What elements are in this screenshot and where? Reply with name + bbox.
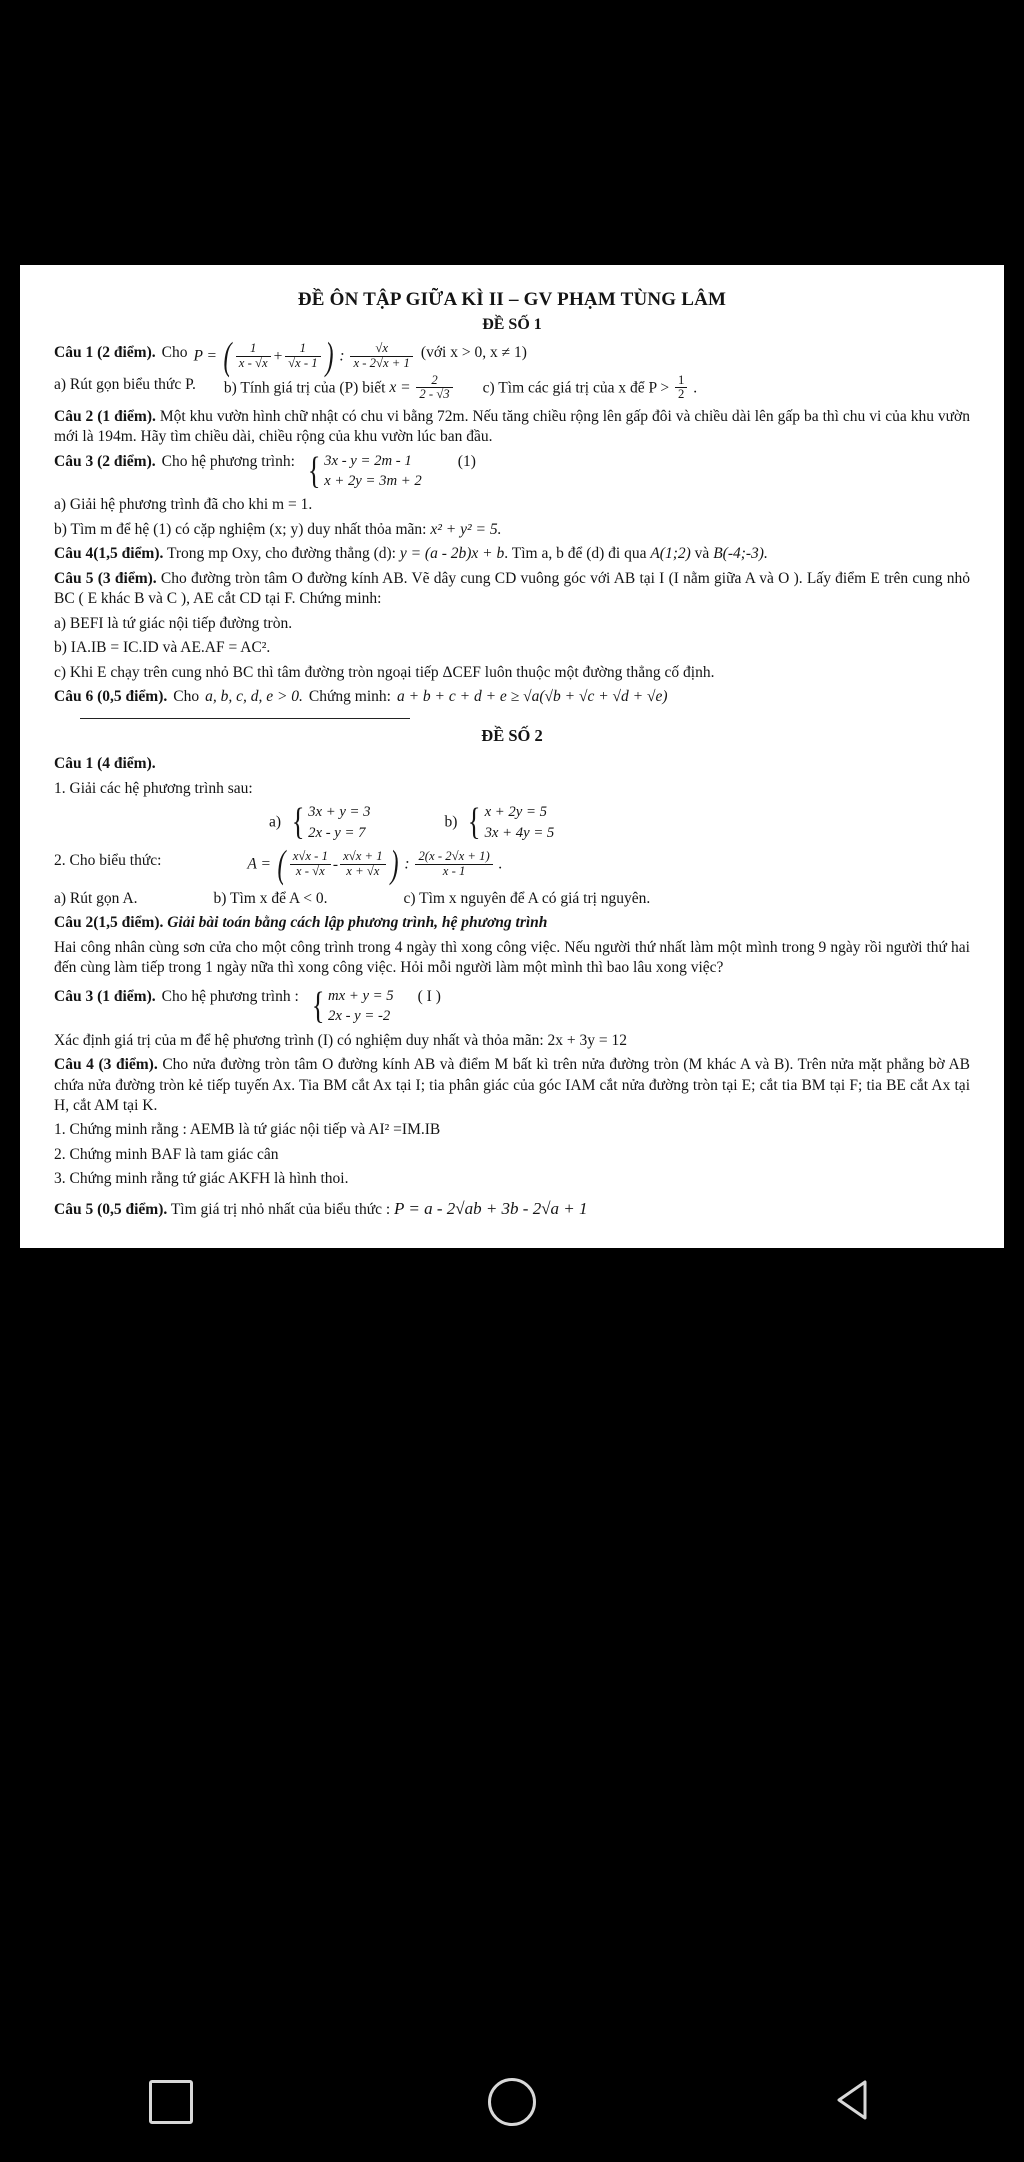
- de2-cau2-italic: Giải bài toán bằng cách lập phương trình, hệ phương trình: [167, 914, 548, 932]
- de1-cau4-text: Trong mp Oxy, cho đường thẳng (d):: [166, 545, 396, 563]
- fraction-c: $\frac{1}{2}$: [675, 374, 687, 402]
- de2-sys-a-eq1: 3x + y = 3: [308, 804, 371, 821]
- back-button[interactable]: [793, 2042, 913, 2162]
- de1-cau4-label: Câu 4(1,5 điểm).: [54, 545, 164, 563]
- de2-cau3-text: Cho hệ phương trình :: [161, 987, 299, 1005]
- de1-cau5: [54, 569, 970, 610]
- android-navigation-bar: [0, 2042, 1024, 2162]
- de1-cau5-c: c) Khi E chạy trên cung nhỏ BC thì tâm đường tròn ngoại tiếp ΔCEF luôn thuộc một đường thẳng cố định.: [54, 663, 715, 681]
- fraction-1: $\frac{1}{x - √x}$: [236, 342, 271, 370]
- brace-icon: {: [307, 449, 321, 492]
- de1-cau4-and: và: [694, 545, 710, 563]
- fraction-2: $\frac{1}{√x - 1}$: [285, 342, 321, 370]
- de2-cau4-2: 2. Chứng minh BAF là tam giác cân: [54, 1145, 279, 1163]
- brace-icon: {: [291, 801, 305, 844]
- de1-cau3-b-eq: x² + y² = 5.: [430, 520, 502, 538]
- de2-sys-a-eq2: 2x - y = 7: [308, 824, 366, 841]
- fraction-3: $\frac{√x}{x - 2√x + 1}$: [350, 342, 412, 370]
- section-divider: [80, 718, 410, 719]
- de1-cau5-a: a) BEFI là tứ giác nội tiếp đường tròn.: [54, 614, 293, 632]
- de2-cau1-label: Câu 1 (4 điểm).: [54, 755, 156, 773]
- de1-cau3-eq2: x + 2y = 3m + 2: [324, 473, 422, 490]
- de2-cau3: [54, 984, 970, 1027]
- page-title: ĐỀ ÔN TẬP GIỮA KÌ II – GV PHẠM TÙNG LÂM: [297, 289, 727, 310]
- de2-sys-a: a) { 3x + y = 3 2x - y = 7: [269, 801, 371, 844]
- de1-cau1-condition: (với x > 0, x ≠ 1): [420, 344, 527, 362]
- paren-right: ): [390, 843, 399, 887]
- de2-cau2-label: Câu 2(1,5 điểm).: [54, 914, 164, 932]
- de1-cau1-c: c) Tìm các giá trị của x để P > $\frac{1}{2}$ .: [482, 373, 698, 402]
- de2-item2-subparts: [54, 889, 970, 909]
- back-triangle-icon: [833, 2078, 873, 2127]
- de2-cau5: [54, 1198, 970, 1220]
- de2-sys-b: b) { x + 2y = 5 3x + 4y = 5: [444, 801, 555, 844]
- de-so-1-heading: ĐỀ SỐ 1: [482, 316, 542, 334]
- de2-cau4: [54, 1055, 970, 1116]
- de1-cau3-b: b) Tìm m để hệ (1) có cặp nghiệm (x; y) duy nhất thỏa mãn: x² + y² = 5.: [54, 520, 502, 538]
- de2-cau3-tag: ( I ): [417, 987, 441, 1005]
- de1-cau1-text: Cho: [161, 344, 188, 362]
- de2-cau4-label: Câu 4 (3 điểm).: [54, 1056, 158, 1074]
- de1-cau1-label: Câu 1 (2 điểm).: [54, 344, 156, 362]
- de1-cau2-text: Một khu vườn hình chữ nhật có chu vi bằng 72m. Nếu tăng chiều rộng lên gấp đôi và chiều dài lên gấp ba thì chu vi của khu vườn mới là 194m. Hãy tìm chiều dài, chiều rộng của khu vườn lúc ban đầu.: [54, 407, 971, 446]
- de1-cau4-text2: . Tìm a, b để (d) đi qua: [504, 545, 647, 563]
- de1-cau6-label: Câu 6 (0,5 điểm).: [54, 688, 168, 706]
- de2-cau5-eq: P = a - 2√ab + 3b - 2√a + 1: [394, 1198, 588, 1218]
- de1-cau4-eq: y = (a - 2b)x + b: [399, 545, 505, 563]
- de2-cau5-text: Tìm giá trị nhỏ nhất của biểu thức :: [170, 1200, 391, 1218]
- de2-cau3-eq1: mx + y = 5: [328, 987, 394, 1004]
- de2-item1: 1. Giải các hệ phương trình sau:: [54, 779, 253, 797]
- de1-cau3-a: a) Giải hệ phương trình đã cho khi m = 1.: [54, 496, 313, 514]
- de1-cau1-a: a) Rút gọn biểu thức P.: [54, 376, 196, 394]
- de1-cau1: [54, 335, 970, 379]
- de1-cau6-prove: Chứng minh:: [308, 688, 391, 706]
- de2-cau3-system: [309, 984, 394, 1027]
- fraction-2: $\frac{x√x + 1}{x + √x}$: [340, 850, 386, 878]
- de1-cau5-text: Cho đường tròn tâm O đường kính AB. Vẽ dây cung CD vuông góc với AB tại I (I nằm giữa A và O ). Lấy điểm E trên cung nhỏ BC ( E khác B và C ), AE cắt CD tại F. Chứng minh:: [54, 569, 971, 608]
- de1-cau3-system: [305, 449, 422, 492]
- paren-left: (: [277, 843, 286, 887]
- de1-cau3-label: Câu 3 (2 điểm).: [54, 452, 156, 470]
- paren-right: ): [325, 335, 334, 379]
- home-button[interactable]: [452, 2042, 572, 2162]
- de1-cau6-eq: a + b + c + d + e ≥ √a(√b + √c + √d + √e): [396, 688, 668, 706]
- de2-item2-label: 2. Cho biểu thức:: [54, 852, 162, 870]
- de1-cau6: [54, 687, 970, 707]
- fraction-1: $\frac{x√x - 1}{x - √x}$: [290, 850, 331, 878]
- de-so-2-heading: ĐỀ SỐ 2: [481, 725, 543, 745]
- de2-cau3-eq2: 2x - y = -2: [328, 1008, 391, 1025]
- de1-cau3-text: Cho hệ phương trình:: [161, 452, 295, 470]
- fraction-3: $\frac{2(x - 2√x + 1)}{x - 1}$: [415, 850, 492, 878]
- de1-cau1-b: b) Tính giá trị của (P) biết x = $\frac{2}{2 - √3}$: [224, 375, 455, 403]
- de1-cau6-cond: a, b, c, d, e > 0.: [205, 688, 303, 706]
- de2-cau5-label: Câu 5 (0,5 điểm).: [54, 1200, 168, 1218]
- paren-left: (: [223, 335, 232, 379]
- fraction-b: $\frac{2}{2 - √3}$: [416, 374, 452, 402]
- de1-cau2-label: Câu 2 (1 điểm).: [54, 407, 156, 425]
- de2-item2-c: c) Tìm x nguyên để A có giá trị nguyên.: [403, 889, 651, 907]
- de2-item2-b: b) Tìm x để A < 0.: [213, 889, 328, 907]
- brace-icon: {: [468, 801, 481, 844]
- de1-cau1-formula: P = ( $\frac{1}{x - √x}$ + $\frac{1}{√x - 1}$ ) : $\frac{√x}{x - 2√x + 1}$: [193, 343, 414, 371]
- brace-icon: {: [311, 984, 325, 1027]
- de1-cau4-pointA: A(1;2): [650, 545, 691, 563]
- de2-cau4-text: Cho nửa đường tròn tâm O đường kính AB và điểm M bất kì trên nửa đường tròn (M khác A và B). Trên nửa mặt phẳng bờ AB chứa nửa đường tròn kẻ tiếp tuyến Ax. Tia BM cắt Ax tại I; tia phân giác của góc IAM cắt nửa đường tròn tại E; cắt tia BM tại F; tia BE cắt Ax tại H, cắt AM tại K.: [54, 1056, 971, 1114]
- de2-cau4-3: 3. Chứng minh rằng tứ giác AKFH là hình thoi.: [54, 1170, 349, 1188]
- de1-cau1-subparts: [54, 375, 970, 403]
- de2-item2: [54, 843, 970, 887]
- document-page: [20, 265, 1004, 1248]
- de2-cau2-text: Hai công nhân cùng sơn cửa cho một công trình trong 4 ngày thì xong công việc. Nếu người thứ nhất làm một mình trong 9 ngày rồi người thứ hai đến cùng làm tiếp trong 1 ngày nữa thì xong công việc. Hỏi mỗi người làm một mình thì bao lâu xong việc?: [54, 938, 970, 977]
- de1-cau4-pointB: B(-4;-3).: [713, 545, 768, 563]
- home-circle-icon: [488, 2078, 536, 2126]
- de2-cau2: [54, 913, 970, 933]
- de1-cau4: [54, 544, 970, 564]
- de2-cau3-label: Câu 3 (1 điểm).: [54, 987, 156, 1005]
- recents-square-icon: [149, 2080, 193, 2124]
- de1-cau2: [54, 407, 970, 448]
- de2-sys-b-eq2: 3x + 4y = 5: [484, 824, 555, 841]
- de1-cau3-tag: (1): [457, 452, 476, 470]
- de1-cau5-label: Câu 5 (3 điểm).: [54, 569, 157, 587]
- de2-item2-a: a) Rút gọn A.: [54, 889, 138, 907]
- de1-cau6-text: Cho: [173, 688, 200, 706]
- de2-sys-b-eq1: x + 2y = 5: [484, 804, 547, 821]
- de1-cau5-b: b) IA.IB = IC.ID và AE.AF = AC².: [54, 639, 271, 657]
- de1-cau3-eq1: 3x - y = 2m - 1: [324, 452, 412, 469]
- de2-systems: [54, 803, 970, 843]
- de2-cau3-note: Xác định giá trị của m để hệ phương trình (I) có nghiệm duy nhất và thỏa mãn: 2x + 3y = 12: [54, 1031, 628, 1049]
- de1-cau3: [54, 449, 970, 492]
- recents-button[interactable]: [111, 2042, 231, 2162]
- de2-cau4-1: 1. Chứng minh rằng : AEMB là tứ giác nội tiếp và AI² =IM.IB: [54, 1121, 441, 1139]
- de2-item2-formula: A = ( $\frac{x√x - 1}{x - √x}$ - $\frac{x√x + 1}{x + √x}$ ) : $\frac{2(x - 2√x + 1)}{x - 1}$ .: [247, 843, 503, 887]
